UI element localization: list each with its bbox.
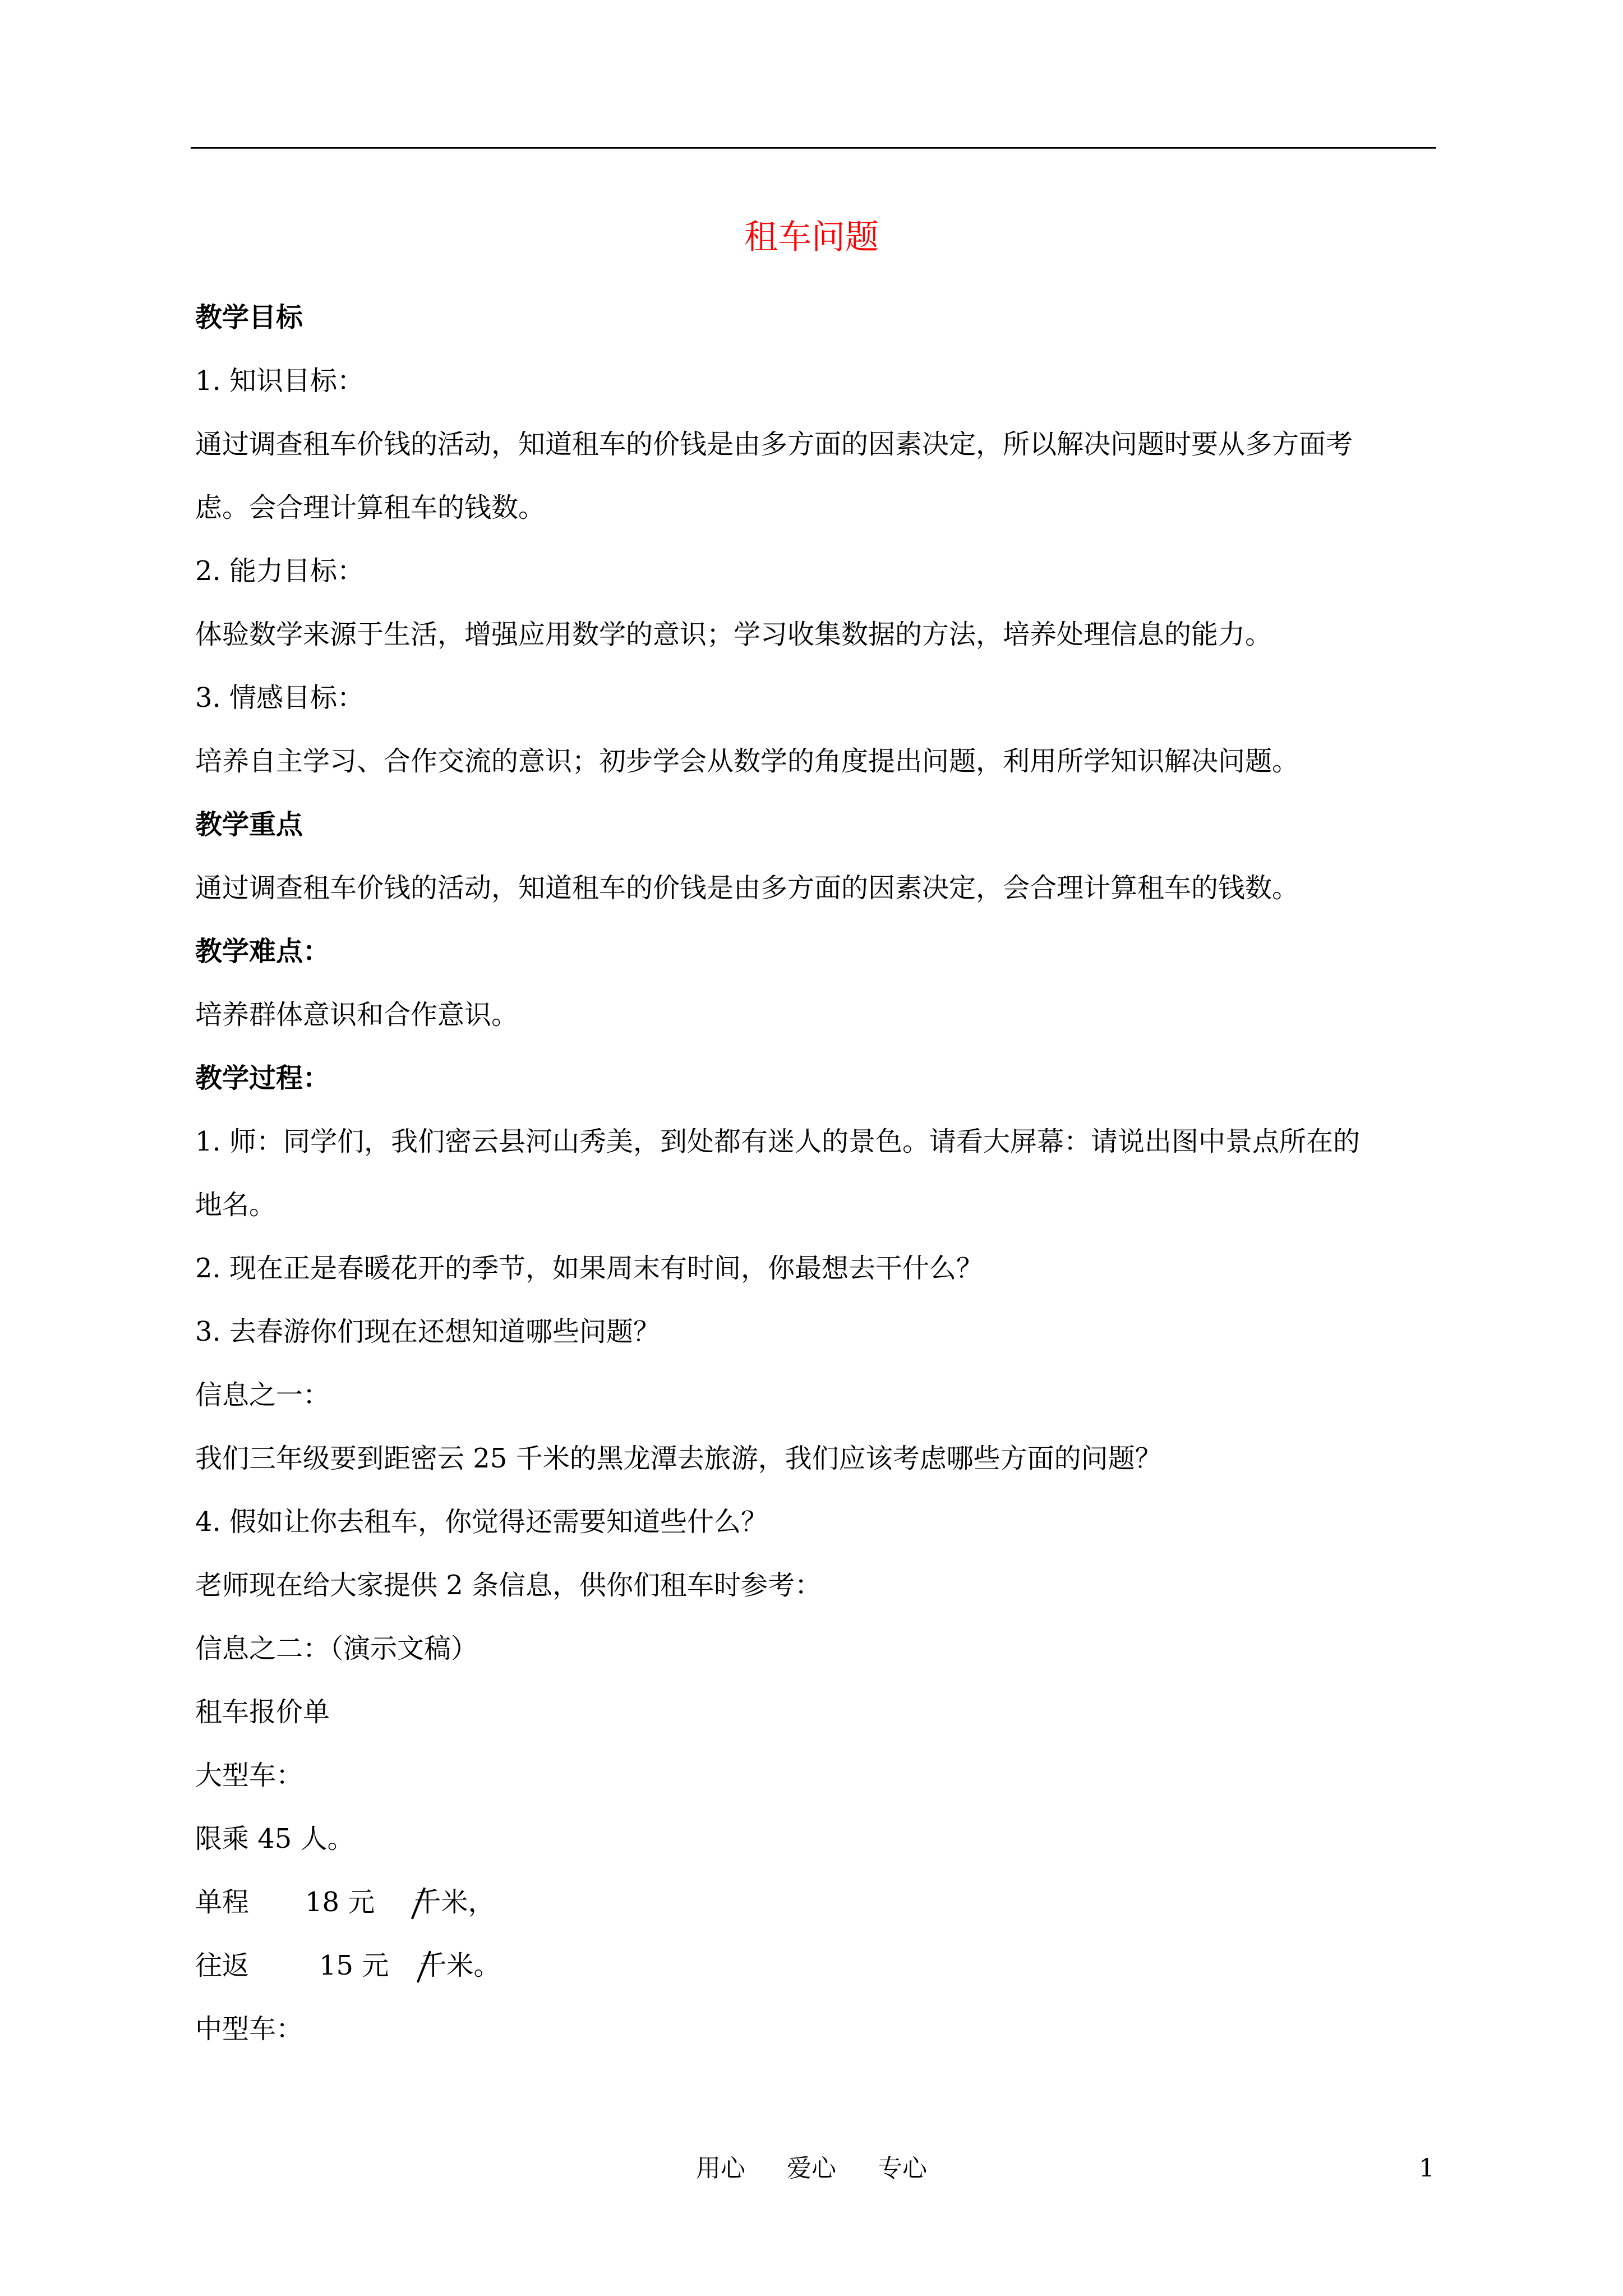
unit-struck <box>419 1945 446 1986</box>
page-footer <box>0 2152 1623 2185</box>
price-value: 15 元 <box>319 1950 389 1981</box>
unit-char: 千 <box>414 1887 441 1918</box>
unit-char: 千 <box>419 1950 447 1981</box>
section-heading-teaching-goals: 教学目标 <box>195 302 303 333</box>
body-line: 我们三年级要到距密云 25 千米的黑龙潭去旅游，我们应该考虑哪些方面的问题？ <box>195 1443 1162 1474</box>
body-line: 租车报价单 <box>195 1696 330 1728</box>
body-line: 通过调查租车价钱的活动，知道租车的价钱是由多方面的因素决定，所以解决问题时要从多方面考 <box>195 429 1353 460</box>
body-line: 信息之二：（演示文稿） <box>195 1633 478 1664</box>
body-line: 大型车： <box>195 1760 303 1791</box>
price-label: 单程 <box>195 1887 250 1918</box>
section-heading-difficulties: 教学难点： <box>195 936 330 967</box>
section-heading-process: 教学过程： <box>195 1062 330 1094</box>
body-line: 中型车： <box>195 2013 303 2045</box>
body-line: 培养自主学习、合作交流的意识；初步学会从数学的角度提出问题，利用所学知识解决问题。 <box>195 746 1299 777</box>
body-line: 培养群体意识和合作意识。 <box>195 999 519 1030</box>
body-line: 2. 现在正是春暖花开的季节，如果周末有时间，你最想去干什么？ <box>195 1253 984 1284</box>
price-label: 往返 <box>195 1950 250 1981</box>
footer-word: 用心 <box>696 2154 745 2183</box>
body-line: 地名。 <box>195 1189 276 1221</box>
body-line: 老师现在给大家提供 2 条信息，供你们租车时参考： <box>195 1570 822 1601</box>
unit-struck <box>414 1882 441 1922</box>
footer-word: 爱心 <box>787 2154 836 2183</box>
price-row-one-way <box>195 1882 495 1922</box>
body-line: 限乘 45 人。 <box>195 1823 354 1855</box>
body-line: 虑。会合理计算租车的钱数。 <box>195 492 546 523</box>
price-row-round-trip <box>195 1945 500 1986</box>
price-value: 18 元 <box>305 1887 375 1918</box>
body-line: 4. 假如让你去租车，你觉得还需要知道些什么？ <box>195 1506 768 1538</box>
unit-rest: 米。 <box>446 1950 501 1981</box>
section-heading-key-points: 教学重点 <box>195 809 303 840</box>
body-line: 1. 师：同学们，我们密云县河山秀美，到处都有迷人的景色。请看大屏幕：请说出图中景点所在的 <box>195 1126 1361 1157</box>
body-line: 2. 能力目标： <box>195 555 365 587</box>
footer-word: 专心 <box>878 2154 927 2183</box>
page-number: 1 <box>1419 2154 1435 2183</box>
body-line: 信息之一： <box>195 1379 330 1411</box>
document-title: 租车问题 <box>744 218 879 257</box>
body-line: 1. 知识目标： <box>195 365 365 397</box>
unit-rest: 米， <box>441 1887 495 1918</box>
body-line: 3. 情感目标： <box>195 682 365 714</box>
body-line: 通过调查租车价钱的活动，知道租车的价钱是由多方面的因素决定，会合理计算租车的钱数。 <box>195 872 1299 904</box>
body-line: 体验数学来源于生活，增强应用数学的意识；学习收集数据的方法，培养处理信息的能力。 <box>195 619 1272 650</box>
body-line: 3. 去春游你们现在还想知道哪些问题？ <box>195 1316 661 1347</box>
header-rule <box>191 147 1436 149</box>
